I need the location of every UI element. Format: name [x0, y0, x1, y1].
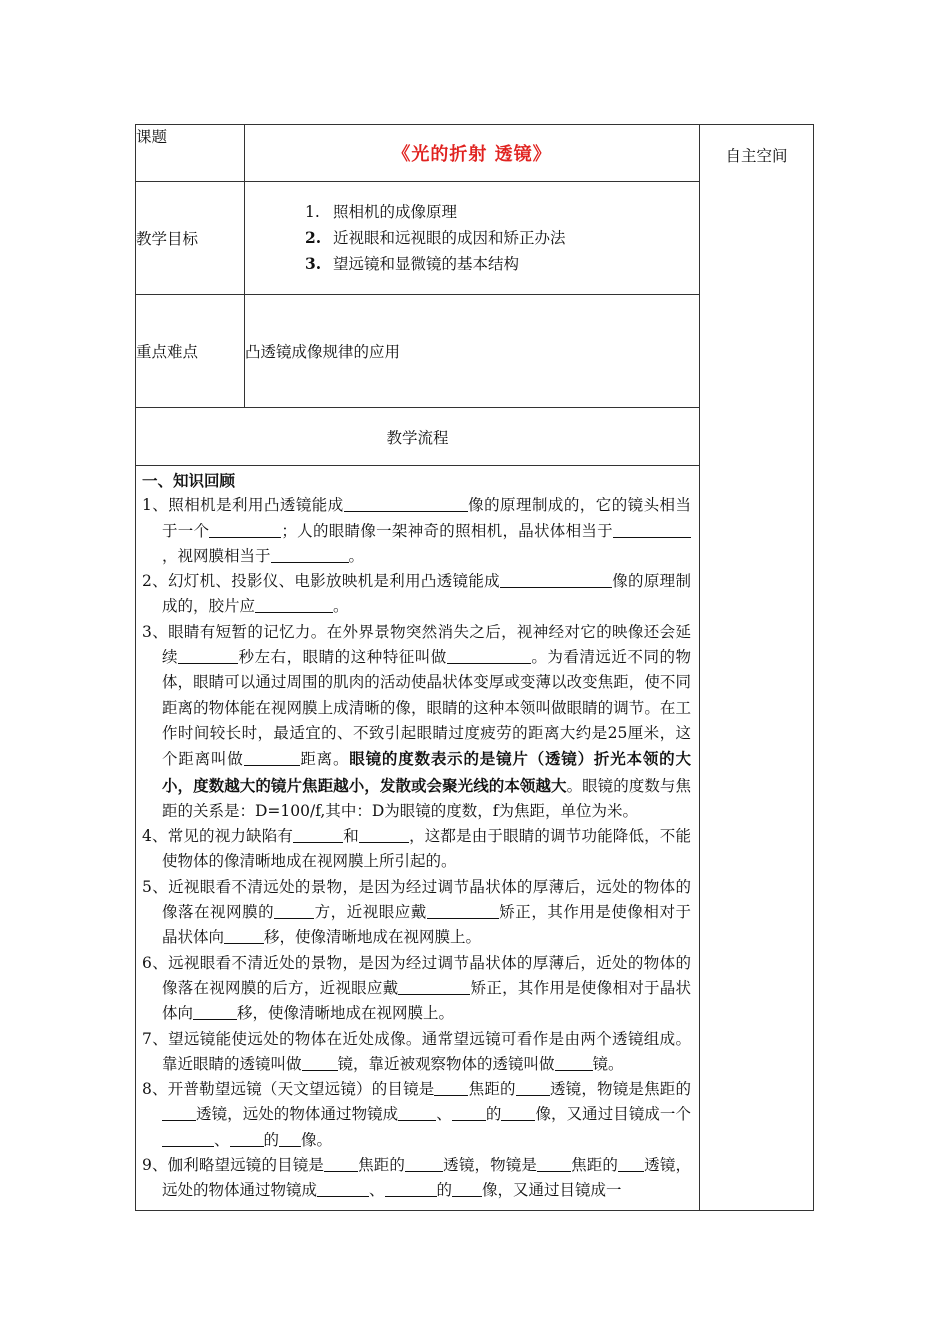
question-3: 3、眼睛有短暂的记忆力。在外界景物突然消失之后，视神经对它的映像还会延续 秒左右，眼睛的这种特征叫做 。为看清远近不同的物体，眼睛可以通过周围的肌肉的活动使晶状体变厚或变薄以改变焦距，使不同距离的物体能在视网膜上成清晰的像，眼睛的这种本领叫做眼睛的调节。在工作时间较长时，最适宜的、不致引起眼睛过度疲劳的距离大约是25厘米，这个距离叫做 距离。眼镜的度数表示的是镜片（透镜）折光本领的大小，度数越大的镜片焦距越小，发散或会聚光线的本领越大。眼镜的度数与焦距的关系是：D=100/f,其中：D为眼镜的度数，f为焦距，单位为米。	[142, 622, 691, 820]
answer-blank	[501, 1104, 535, 1121]
answer-blank	[162, 1104, 196, 1121]
lesson-title: 《光的折射 透镜》	[392, 144, 552, 165]
answer-blank	[618, 1155, 644, 1172]
question-1: 1、照相机是利用凸透镜能成 像的原理制成的，它的镜头相当于一个 ；人的眼睛像一架神奇的照相机，晶状体相当于，视网膜相当于 。	[142, 496, 691, 565]
goals-list	[245, 182, 699, 277]
flow-heading: 教学流程	[136, 408, 700, 466]
answer-blank	[555, 1054, 593, 1071]
answer-blank	[279, 1130, 301, 1147]
goals-cell	[245, 182, 700, 295]
question-6: 6、远视眼看不清近处的景物，是因为经过调节晶状体的厚薄后，近处的物体的像落在视网膜的后方，近视眼应戴 矫正，其作用是使像相对于晶状体向 移，使像清晰地成在视网膜上。	[142, 953, 691, 1023]
answer-blank	[324, 1155, 358, 1172]
answer-blank	[398, 978, 470, 995]
review-content	[136, 468, 699, 1204]
answer-blank	[452, 1180, 482, 1197]
goal-item: 1. 照相机的成像原理	[305, 203, 458, 221]
answer-blank	[385, 1180, 437, 1197]
answer-blank	[398, 1104, 436, 1121]
side-column	[700, 125, 814, 1211]
subject-label: 课题	[136, 125, 245, 182]
answer-blank	[178, 647, 238, 664]
answer-blank	[255, 596, 333, 613]
side-label: 自主空间	[725, 147, 788, 165]
answer-blank	[244, 749, 300, 766]
answer-blank	[224, 927, 264, 944]
section-heading: 一、知识回顾	[142, 471, 236, 490]
answer-blank	[344, 495, 468, 512]
answer-blank	[274, 902, 314, 919]
question-5: 5、近视眼看不清远处的景物，是因为经过调节晶状体的厚薄后，远处的物体的像落在视网膜的 方，近视眼应戴 矫正，其作用是使像相对于晶状体向 移，使像清晰地成在视网膜上。	[142, 877, 691, 947]
question-2: 2、幻灯机、投影仪、电影放映机是利用凸透镜能成 像的原理制成的，胶片应 。	[142, 572, 691, 616]
goals-label: 教学目标	[136, 182, 245, 295]
goal-item: 3. 望远镜和显微镜的基本结构	[305, 254, 520, 273]
answer-blank	[434, 1079, 468, 1096]
answer-blank	[500, 571, 612, 588]
answer-blank	[427, 902, 499, 919]
question-9: 9、伽利略望远镜的目镜是 焦距的 透镜，物镜是 焦距的 透镜，远处的物体通过物镜成 、 的 像，又通过目镜成一	[142, 1156, 691, 1200]
answer-blank	[447, 647, 531, 664]
answer-blank	[452, 1104, 486, 1121]
key-points-text: 凸透镜成像规律的应用	[245, 295, 700, 408]
lesson-plan-table	[135, 124, 814, 1211]
answer-blank	[516, 1079, 550, 1096]
answer-blank	[230, 1130, 264, 1147]
answer-blank	[302, 1054, 338, 1071]
answer-blank	[613, 521, 691, 538]
question-4: 4、常见的视力缺陷有 和 ，这都是由于眼睛的调节功能降低，不能使物体的像清晰地成在视网膜上所引起的。	[142, 827, 691, 871]
answer-blank	[162, 1130, 214, 1147]
question-8: 8、开普勒望远镜（天文望远镜）的目镜是 焦距的 透镜，物镜是焦距的透镜，远处的物体通过物镜成 、 的 像，又通过目镜成一个、 的 像。	[142, 1080, 691, 1149]
answer-blank	[537, 1155, 571, 1172]
review-cell	[136, 466, 700, 1211]
question-7: 7、望远镜能使远处的物体在近处成像。通常望远镜可看作是由两个透镜组成。靠近眼睛的透镜叫做 镜，靠近被观察物体的透镜叫做 镜。	[142, 1029, 691, 1073]
title-cell	[245, 125, 700, 182]
goal-item: 2. 近视眼和远视眼的成因和矫正办法	[305, 228, 566, 247]
answer-blank	[405, 1155, 443, 1172]
key-points-label: 重点难点	[136, 295, 245, 408]
answer-blank	[293, 826, 343, 843]
answer-blank	[317, 1180, 369, 1197]
answer-blank	[193, 1003, 237, 1020]
answer-blank	[359, 826, 409, 843]
answer-blank	[209, 521, 281, 538]
answer-blank	[271, 546, 349, 563]
